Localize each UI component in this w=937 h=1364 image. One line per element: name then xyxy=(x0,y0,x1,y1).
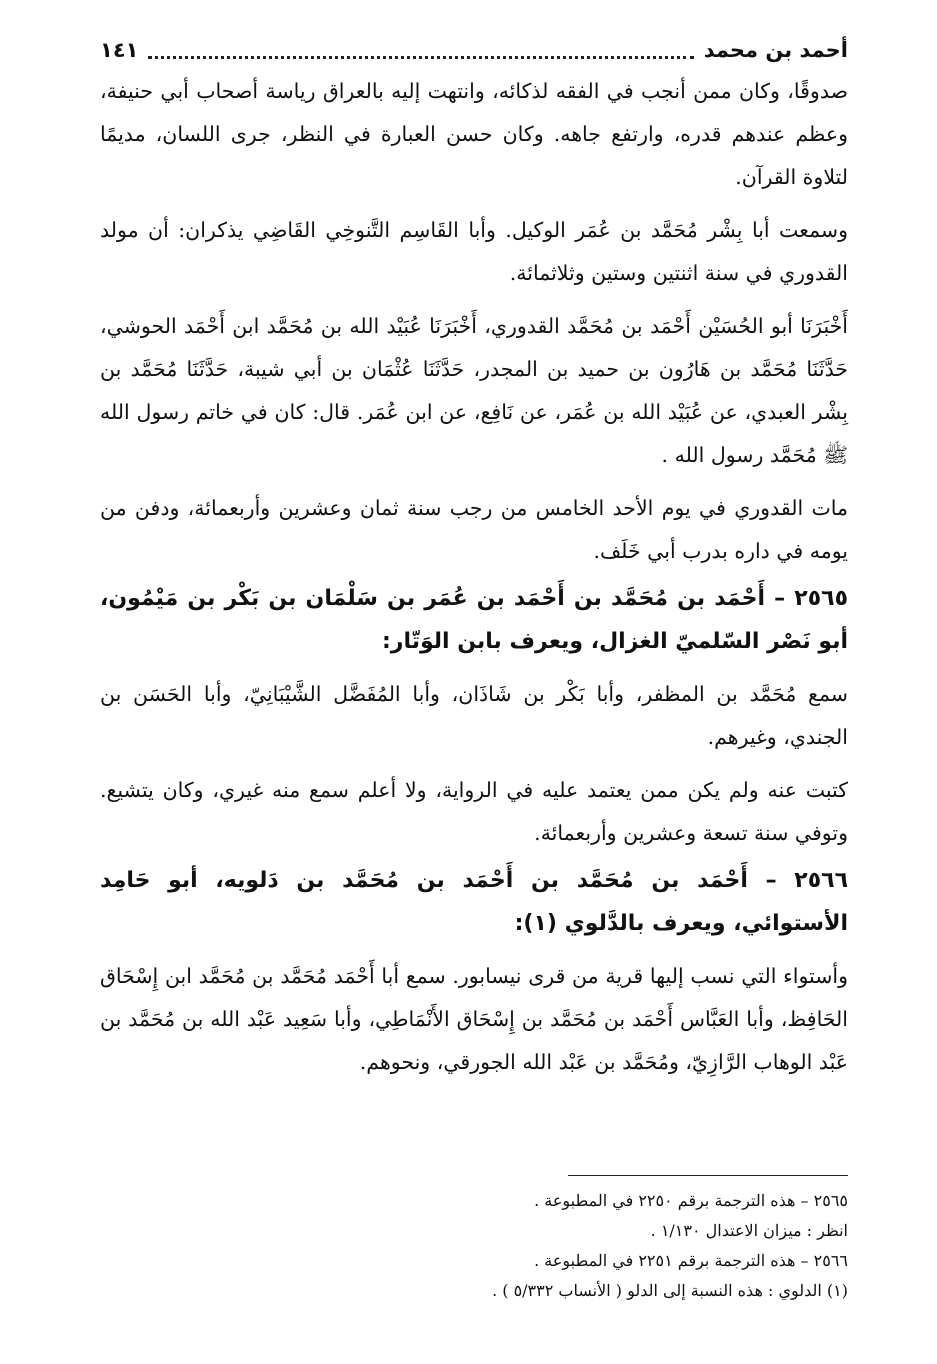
footnote-3: ٢٥٦٦ – هذه الترجمة برقم ٢٢٥١ في المطبوعة . xyxy=(534,1251,848,1270)
running-header xyxy=(100,30,848,70)
paragraph-1: صدوقًا، وكان ممن أنجب في الفقه لذكائه، وانتهت إليه بالعراق رياسة أصحاب أبي حنيفة، وعظم عندهم قدره، وارتفع جاهه. وكان حسن العبارة في النظر، جرى اللسان، مديمًا لتلاوة القرآن. xyxy=(100,79,848,189)
header-title: أحمد بن محمد xyxy=(703,38,848,62)
footnote-4: (١) الدلوي : هذه النسبة إلى الدلو ( الأنساب ٥/٣٣٢ ) . xyxy=(492,1281,848,1300)
paragraph-3: أَخْبَرَنَا أبو الحُسَيْن أَحْمَد بن مُحَمَّد القدوري، أَخْبَرَنَا عُبَيْد الله بن مُحَمَّد ابن أَحْمَد الحوشي، حَدَّثَنَا مُحَمَّد بن هَارُون بن حميد بن المجدر، حَدَّثَنَا عُثْمَان بن أبي شيبة، حَدَّثَنَا مُحَمَّد بن بِشْر العبدي، عن عُبَيْد الله بن عُمَر، عن نَافِع، عن ابن عُمَر. قال: كان في خاتم رسول الله ﷺ مُحَمَّد رسول الله . xyxy=(100,314,848,467)
footnotes xyxy=(100,1186,848,1306)
header-leader-dots xyxy=(148,42,693,59)
footnote-1: ٢٥٦٥ – هذه الترجمة برقم ٢٢٥٠ في المطبوعة . xyxy=(534,1191,848,1210)
entry-heading-2566: ٢٥٦٦ – أَحْمَد بن مُحَمَّد بن أَحْمَد بن مُحَمَّد بن دَلويه، أبو حَامِد الأستوائي، ويعرف بالدَّلوي (١): xyxy=(100,868,848,936)
footnote-2: انظر : ميزان الاعتدال ١/١٣٠ . xyxy=(650,1221,848,1240)
entry-heading-2565: ٢٥٦٥ – أَحْمَد بن مُحَمَّد بن أَحْمَد بن عُمَر بن سَلْمَان بن بَكْر بن مَيْمُون، أبو نَصْر السّلميّ الغزال، ويعرف بابن الوَتّار: xyxy=(100,586,848,654)
footnote-separator xyxy=(568,1175,848,1176)
entry-2565-paragraph-2: كتبت عنه ولم يكن ممن يعتمد عليه في الرواية، ولا أعلم سمع منه غيري، وكان يتشيع. وتوفي سنة تسعة وعشرين وأربعمائة. xyxy=(100,778,848,845)
page-body xyxy=(100,30,848,1084)
paragraph-2: وسمعت أبا بِشْر مُحَمَّد بن عُمَر الوكيل. وأبا القَاسِم التَّنوخِي القَاضِي يذكران: أن مولد القدوري في سنة اثنتين وستين وثلاثمائة. xyxy=(100,218,848,285)
paragraph-4: مات القدوري في يوم الأحد الخامس من رجب سنة ثمان وعشرين وأربعمائة، ودفن من يومه في داره بدرب أبي خَلَف. xyxy=(100,496,848,563)
entry-2565-paragraph-1: سمع مُحَمَّد بن المظفر، وأبا بَكْر بن شَاذَان، وأبا المُفَضَّل الشَّيْبَانِيّ، وأبا الحَسَن بن الجندي، وغيرهم. xyxy=(100,682,848,749)
page-number: ١٤١ xyxy=(100,38,139,62)
entry-2566-paragraph-1: وأستواء التي نسب إليها قرية من قرى نيسابور. سمع أبا أَحْمَد مُحَمَّد بن مُحَمَّد ابن إِسْحَاق الحَافِظ، وأبا العَبَّاس أَحْمَد بن مُحَمَّد بن إِسْحَاق الأَنْمَاطِي، وأبا سَعِيد عَبْد الله بن مُحَمَّد بن عَبْد الوهاب الرَّازِيّ، ومُحَمَّد بن عَبْد الله الجورقي، ونحوهم. xyxy=(100,964,848,1074)
